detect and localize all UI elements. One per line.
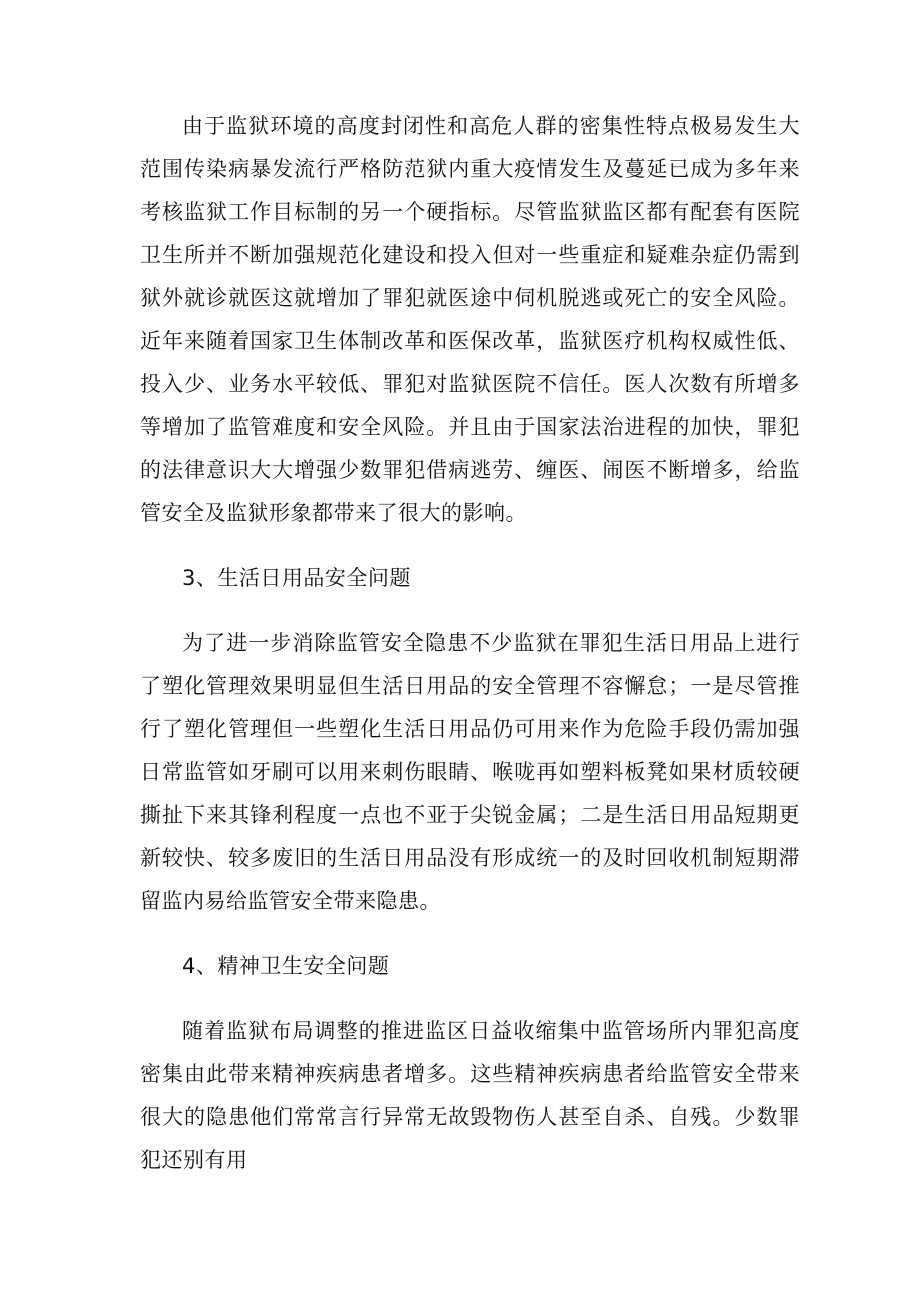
paragraph-daily-items: 为了进一步消除监管安全隐患不少监狱在罪犯生活日用品上进行了塑化管理效果明显但生活日用品的安全管理不容懈怠；一是尽管推行了塑化管理但一些塑化生活日用品仍可用来作为危险手段仍需加强日常监管如牙刷可以用来刺伤眼睛、喉咙再如塑料板凳如果材质较硬撕扯下来其锋利程度一点也不亚于尖锐金属；二是生活日用品短期更新较快、较多废旧的生活日用品没有形成统一的及时回收机制短期滞留监内易给监管安全带来隐患。	[140, 631, 800, 913]
paragraph-medical-risk: 由于监狱环境的高度封闭性和高危人群的密集性特点极易发生大范围传染病暴发流行严格防范狱内重大疫情发生及蔓延已成为多年来考核监狱工作目标制的另一个硬指标。尽管监狱监区都有配套有医院卫生所并不断加强规范化建设和投入但对一些重症和疑难杂症仍需到狱外就诊就医这就增加了罪犯就医途中伺机脱逃或死亡的安全风险。近年来随着国家卫生体制改革和医保改革，监狱医疗机构权威性低、投入少、业务水平较低、罪犯对监狱医院不信任。医人次数有所增多等增加了监管难度和安全风险。并且由于国家法治进程的加快，罪犯的法律意识大大增强少数罪犯借病逃劳、缠医、闹医不断增多，给监管安全及监狱形象都带来了很大的影响。	[140, 114, 800, 525]
section-heading-daily-items: 3、生活日用品安全问题	[182, 566, 411, 590]
section-heading-mental-health: 4、精神卫生安全问题	[182, 954, 390, 978]
paragraph-mental-health: 随着监狱布局调整的推进监区日益收缩集中监管场所内罪犯高度密集由此带来精神疾病患者增多。这些精神疾病患者给监管安全带来很大的隐患他们常常言行异常无故毁物伤人甚至自杀、自残。少数罪犯还别有用	[140, 1019, 800, 1172]
